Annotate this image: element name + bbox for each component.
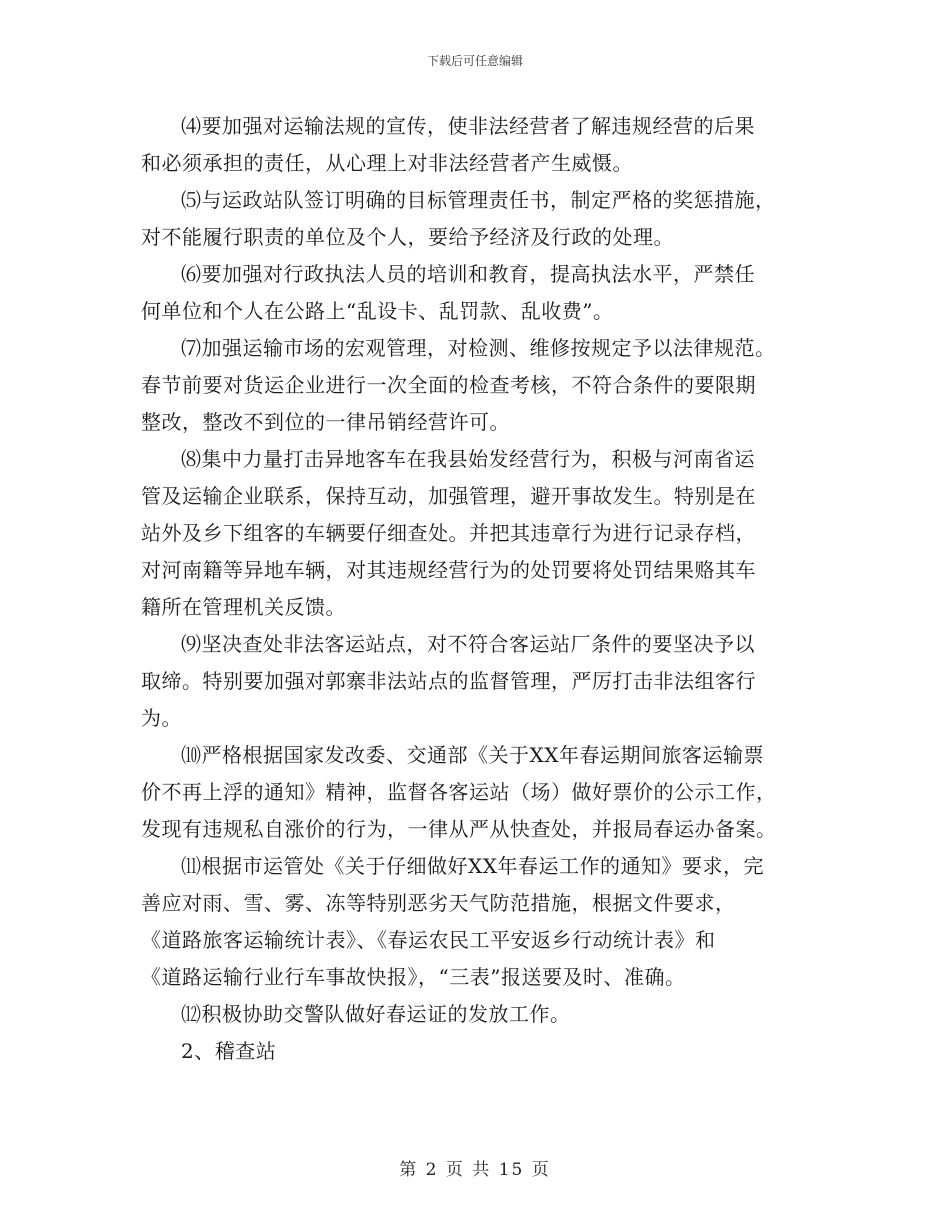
paragraph-line: 《道路旅客运输统计表》、《春运农民工平安返乡行动统计表》和 [141, 928, 716, 952]
document-body [141, 108, 811, 1070]
paragraph-line: ⑽严格根据国家发改委、交通部《关于XX年春运期间旅客运输票 [181, 743, 764, 767]
paragraph-line: 管及运输企业联系，保持互动，加强管理，避开事故发生。特别是在 [141, 484, 756, 508]
paragraph-line: ⑻集中力量打击异地客车在我县始发经营行为，积极与河南省运 [181, 447, 755, 471]
paragraph-line: 发现有违规私自涨价的行为，一律从严从快查处，并报局春运办备案。 [141, 817, 777, 841]
paragraph-line: 和必须承担的责任，从心理上对非法经营者产生威慑。 [141, 151, 633, 175]
paragraph-line: ⑼坚决查处非法客运站点，对不符合客运站厂条件的要坚决予以 [181, 632, 755, 656]
paragraph-line: 何单位和个人在公路上“乱设卡、乱罚款、乱收费”。 [141, 299, 614, 323]
paragraph-line: ⑹要加强对行政执法人员的培训和教育，提高执法水平，严禁任 [181, 262, 755, 286]
page-header: 下载后可任意编辑 [426, 54, 523, 68]
page-footer: 第 2 页 共 15 页 [399, 1160, 551, 1180]
paragraph-line: ⑿积极协助交警队做好春运证的发放工作。 [181, 1002, 571, 1026]
paragraph-line: 取缔。特别要加强对郭寨非法站点的监督管理，严厉打击非法组客行 [141, 669, 756, 693]
paragraph-line: 整改，整改不到位的一律吊销经营许可。 [141, 410, 510, 434]
paragraph-line: 籍所在管理机关反馈。 [141, 595, 346, 619]
paragraph-line: ⑺加强运输市场的宏观管理，对检测、维修按规定予以法律规范。 [181, 336, 776, 360]
paragraph-line: 对不能履行职责的单位及个人，要给予经济及行政的处理。 [141, 225, 674, 249]
paragraph-line: 善应对雨、雪、雾、冻等特别恶劣天气防范措施，根据文件要求， [141, 891, 736, 915]
paragraph-line: 春节前要对货运企业进行一次全面的检查考核，不符合条件的要限期 [141, 373, 756, 397]
paragraph-line: 对河南籍等异地车辆，对其违规经营行为的处罚要将处罚结果赂其车 [141, 558, 756, 582]
paragraph-line: 《道路运输行业行车事故快报》，“三表”报送要及时、准确。 [141, 965, 686, 989]
paragraph-line: ⑷要加强对运输法规的宣传，使非法经营者了解违规经营的后果 [181, 114, 755, 138]
paragraph-line: 价不再上浮的通知》精神，监督各客运站（场）做好票价的公示工作， [141, 780, 777, 804]
paragraph-line: 站外及乡下组客的车辆要仔细查处。并把其违章行为进行记录存档， [141, 521, 756, 545]
paragraph-line: ⑸与运政站队签订明确的目标管理责任书，制定严格的奖惩措施， [181, 188, 776, 212]
paragraph-line: 为。 [141, 706, 182, 730]
section-heading: 2、稽查站 [181, 1039, 277, 1063]
paragraph-line: ⑾根据市运管处《关于仔细做好XX年春运工作的通知》要求，完 [181, 854, 764, 878]
